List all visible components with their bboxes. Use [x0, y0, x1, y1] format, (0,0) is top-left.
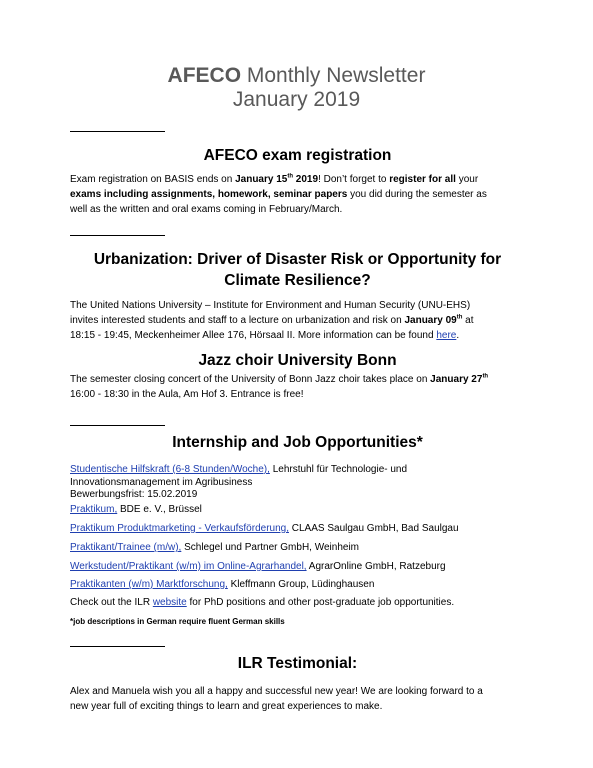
testimonial-paragraph: Alex and Manuela wish you all a happy and successful new year! We are looking forward to a new year full of exciting things to learn and great experiences to make.	[70, 686, 483, 712]
job-link-marktforschung[interactable]: Praktikanten (w/m) Marktforschung,	[70, 579, 228, 590]
footnote: *job descriptions in German require fluent German skills	[70, 617, 285, 626]
newsletter-date: January 2019	[232, 88, 361, 111]
job-item: Praktikum, BDE e. V., Brüssel	[70, 504, 202, 515]
job-item: Praktikanten (w/m) Marktforschung, Kleffmann Group, Lüdinghausen	[70, 579, 375, 590]
job-link-werkstudent[interactable]: Werkstudent/Praktikant (w/m) im Online-Agrarhandel,	[70, 561, 307, 572]
section-divider	[70, 235, 165, 236]
jazz-paragraph: The semester closing concert of the University of Bonn Jazz choir takes place on January 27th 16:00 - 18:30 in the Aula, Am Hof 3. Entrance is free!	[70, 373, 489, 400]
job-item: Werkstudent/Praktikant (w/m) im Online-Agrarhandel, AgrarOnline GmbH, Ratzeburg	[70, 561, 446, 572]
section-divider	[70, 646, 165, 647]
newsletter-title	[0, 64, 593, 88]
job-item: Studentische Hilfskraft (6-8 Stunden/Woche), Lehrstuhl für Technologie- und Innovationsmanagement im Agribusiness Bewerbungsfrist: 15.02.2019	[70, 464, 408, 500]
website-link[interactable]: website	[152, 597, 187, 608]
exam-paragraph: Exam registration on BASIS ends on January 15th 2019! Don’t forget to register for all your exams including assignments, homework, seminar papers you did during the semester as well as the written and oral exams coming in February/March.	[70, 173, 487, 215]
job-item: Praktikum Produktmarketing - Verkaufsförderung, CLAAS Saulgau GmbH, Bad Saulgau	[70, 523, 459, 534]
job-link-hilfskraft[interactable]: Studentische Hilfskraft (6-8 Stunden/Woche),	[70, 464, 270, 475]
ilr-website-line: Check out the ILR website for PhD positions and other post-graduate job opportunities.	[70, 597, 455, 608]
urbanization-heading: Urbanization: Driver of Disaster Risk or Opportunity for Climate Resilience?	[93, 251, 502, 289]
here-link[interactable]: here	[436, 330, 457, 341]
job-link-praktikum[interactable]: Praktikum,	[70, 504, 118, 515]
exam-heading: AFECO exam registration	[203, 147, 392, 164]
title-rest: Monthly Newsletter	[241, 64, 426, 87]
section-divider	[70, 425, 165, 426]
jazz-heading: Jazz choir University Bonn	[198, 352, 397, 369]
job-link-trainee[interactable]: Praktikant/Trainee (m/w),	[70, 542, 182, 553]
testimonial-heading: ILR Testimonial:	[237, 655, 358, 672]
brand-name: AFECO	[167, 64, 242, 87]
section-divider	[70, 131, 165, 132]
urbanization-paragraph: The United Nations University – Institute for Environment and Human Security (UNU-EHS) invites interested students and staff to a lecture on urbanization and risk on January 09th at 18:15 - 19:45, Meckenheimer Allee 176, Hörsaal II. More information can be found here.	[70, 300, 474, 341]
job-item: Praktikant/Trainee (m/w), Schlegel und Partner GmbH, Weinheim	[70, 542, 360, 553]
job-link-produktmarketing[interactable]: Praktikum Produktmarketing - Verkaufsförderung,	[70, 523, 289, 534]
jobs-heading: Internship and Job Opportunities*	[172, 434, 423, 451]
